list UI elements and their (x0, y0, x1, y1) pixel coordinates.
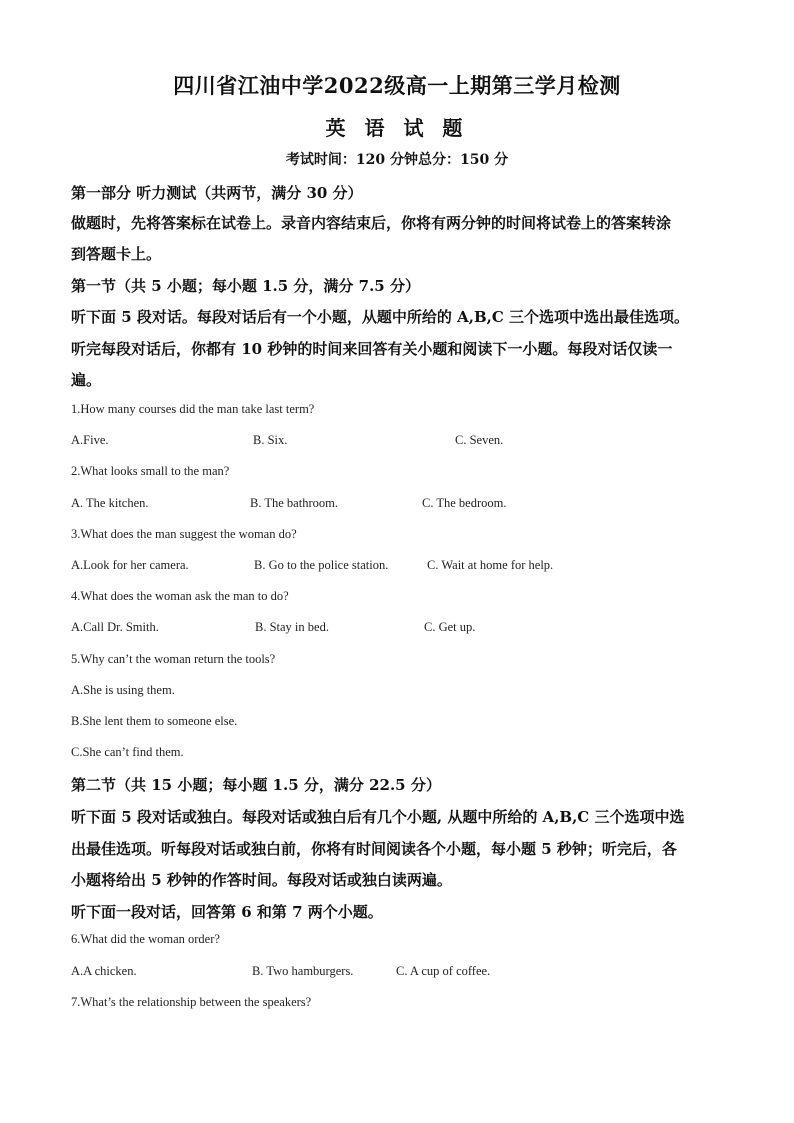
exam-title: 四川省江油中学2022级高一上期第三学月检测 (173, 73, 621, 98)
question-5-option-c: C.She can’t find them. (71, 745, 184, 759)
question-6-option-c: C. A cup of coffee. (396, 964, 491, 978)
question-3-option-a: A.Look for her camera. (71, 558, 189, 572)
section1-instruction-line3: 遍。 (71, 371, 102, 389)
question-5-stem: 5.Why can’t the woman return the tools? (71, 652, 276, 666)
question-4-option-a: A.Call Dr. Smith. (71, 620, 159, 634)
question-5-option-b: B.She lent them to someone else. (71, 714, 238, 728)
section2-group-prompt: 听下面一段对话，回答第 6 和第 7 两个小题。 (71, 903, 383, 921)
question-1-option-c: C. Seven. (455, 433, 504, 447)
part1-instruction-line1: 做题时，先将答案标在试卷上。录音内容结束后，你将有两分钟的时间将试卷上的答案转涂 (71, 214, 672, 232)
question-1-option-a: A.Five. (71, 433, 109, 447)
question-2-stem: 2.What looks small to the man? (71, 464, 230, 478)
section2-instruction-line1: 听下面 5 段对话或独白。每段对话或独白后有几个小题, 从题中所给的 A,B,C 三个选项中选 (71, 808, 685, 826)
section2-instruction-line3: 小题将给出 5 秒钟的作答时间。每段对话或独白读两遍。 (71, 871, 452, 889)
question-1-stem: 1.How many courses did the man take last term? (71, 402, 315, 416)
question-2-option-a: A. The kitchen. (71, 496, 149, 510)
question-6-stem: 6.What did the woman order? (71, 932, 220, 946)
part1-instruction-line2: 到答题卡上。 (71, 245, 162, 263)
part1-heading: 第一部分 听力测试（共两节，满分 30 分） (71, 184, 363, 202)
question-6-option-a: A.A chicken. (71, 964, 137, 978)
question-2-option-b: B. The bathroom. (250, 496, 338, 510)
question-3-option-c: C. Wait at home for help. (427, 558, 554, 572)
section2-instruction-line2: 出最佳选项。听每段对话或独白前，你将有时间阅读各个小题，每小题 5 秒钟；听完后，各 (71, 840, 677, 858)
exam-time-info: 考试时间：120 分钟总分：150 分 (285, 152, 509, 168)
question-6-option-b: B. Two hamburgers. (252, 964, 354, 978)
section1-instruction-line1: 听下面 5 段对话。每段对话后有一个小题，从题中所给的 A,B,C 三个选项中选出最佳选项。 (71, 308, 690, 326)
question-4-option-c: C. Get up. (424, 620, 476, 634)
question-1-option-b: B. Six. (253, 433, 288, 447)
question-3-stem: 3.What does the man suggest the woman do? (71, 527, 297, 541)
question-4-stem: 4.What does the woman ask the man to do? (71, 589, 289, 603)
section1-instruction-line2: 听完每段对话后，你都有 10 秒钟的时间来回答有关小题和阅读下一小题。每段对话仅读一 (71, 340, 673, 358)
question-2-option-c: C. The bedroom. (422, 496, 507, 510)
question-4-option-b: B. Stay in bed. (255, 620, 329, 634)
question-5-option-a: A.She is using them. (71, 683, 175, 697)
exam-subject: 英 语 试 题 (325, 116, 469, 140)
question-3-option-b: B. Go to the police station. (254, 558, 389, 572)
section2-heading: 第二节（共 15 小题；每小题 1.5 分，满分 22.5 分） (71, 776, 441, 794)
question-7-stem: 7.What’s the relationship between the speakers? (71, 995, 312, 1009)
section1-heading: 第一节（共 5 小题；每小题 1.5 分，满分 7.5 分） (71, 277, 420, 295)
